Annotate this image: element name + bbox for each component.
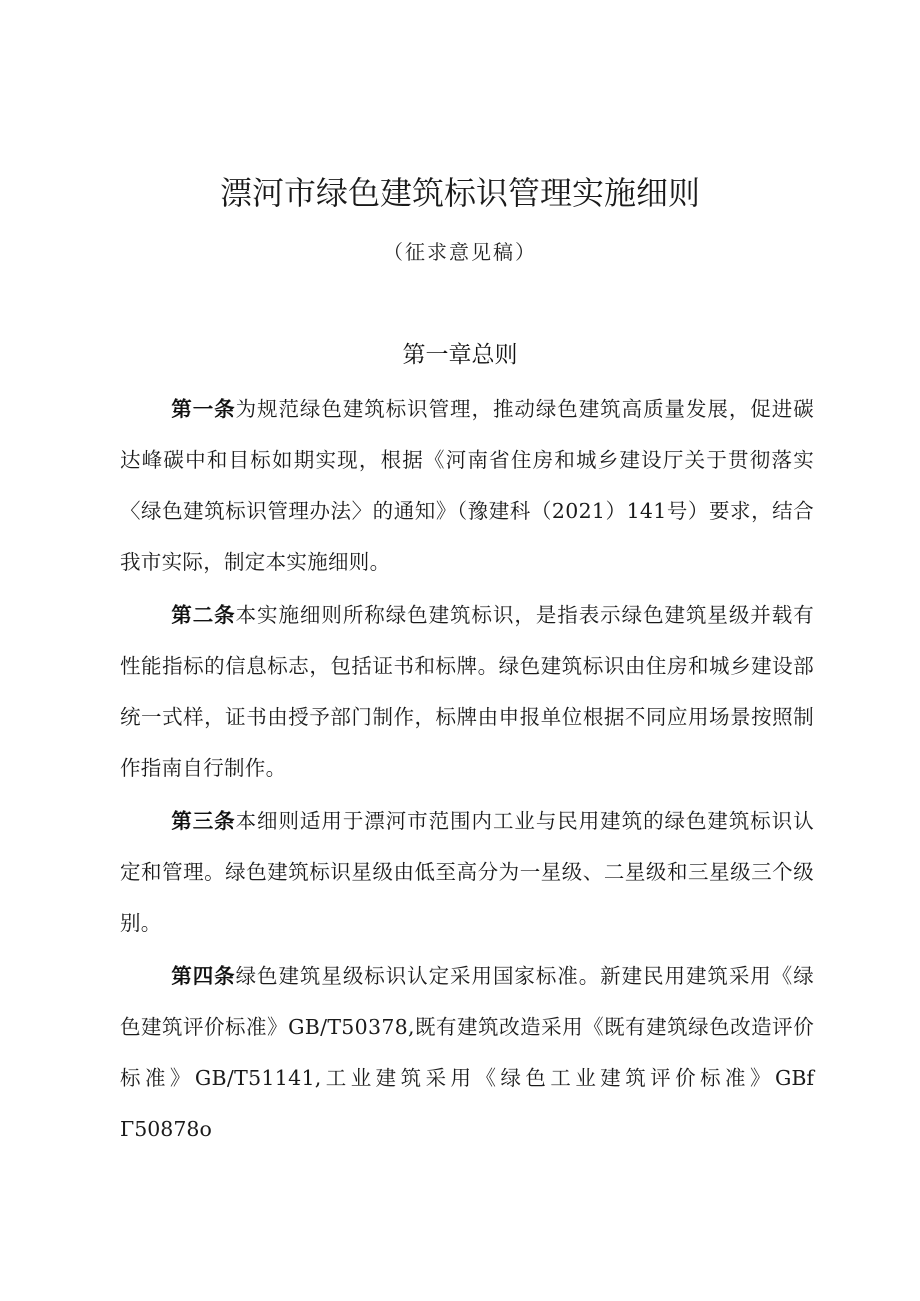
document-subtitle: （征求意见稿）: [383, 240, 537, 264]
article-label: 第四条: [171, 964, 236, 988]
article-4: [120, 951, 814, 1155]
article-label: 第三条: [171, 809, 236, 833]
article-3: [120, 796, 814, 949]
article-text: 绿色建筑星级标识认定采用国家标准。新建民用建筑采用《绿色建筑评价标准》GB/T50378,既有建筑改造采用《既有建筑绿色改造评价标准》GB/T51141,工业建筑采用《绿色工业建筑评价标准》: [120, 964, 814, 1090]
article-label: 第一条: [171, 397, 236, 421]
article-label: 第二条: [171, 603, 236, 627]
article-text: 为规范绿色建筑标识管理，推动绿色建筑高质量发展，促进碳达峰碳中和目标如期实现，根据《河南省住房和城乡建设厅关于贯彻落实〈绿色建筑标识管理办法〉的通知》（豫建科（2021）141号）要求，结合我市实际，制定本实施细则。: [120, 397, 814, 574]
standard-reference: GBf Γ50878o: [120, 1066, 814, 1141]
article-text: 本实施细则所称绿色建筑标识，是指表示绿色建筑星级并载有性能指标的信息标志，包括证书和标牌。绿色建筑标识由住房和城乡建设部统一式样，证书由授予部门制作，标牌由申报单位根据不同应用场景按照制作指南自行制作。: [120, 603, 814, 780]
article-1: [120, 384, 814, 588]
document-body: [120, 384, 814, 1157]
article-2: [120, 590, 814, 794]
article-text: 本细则适用于漂河市范围内工业与民用建筑的绿色建筑标识认定和管理。绿色建筑标识星级由低至高分为一星级、二星级和三星级三个级别。: [120, 809, 814, 935]
document-title: 漂河市绿色建筑标识管理实施细则: [219, 174, 700, 212]
chapter-title: 第一章总则: [402, 342, 518, 368]
